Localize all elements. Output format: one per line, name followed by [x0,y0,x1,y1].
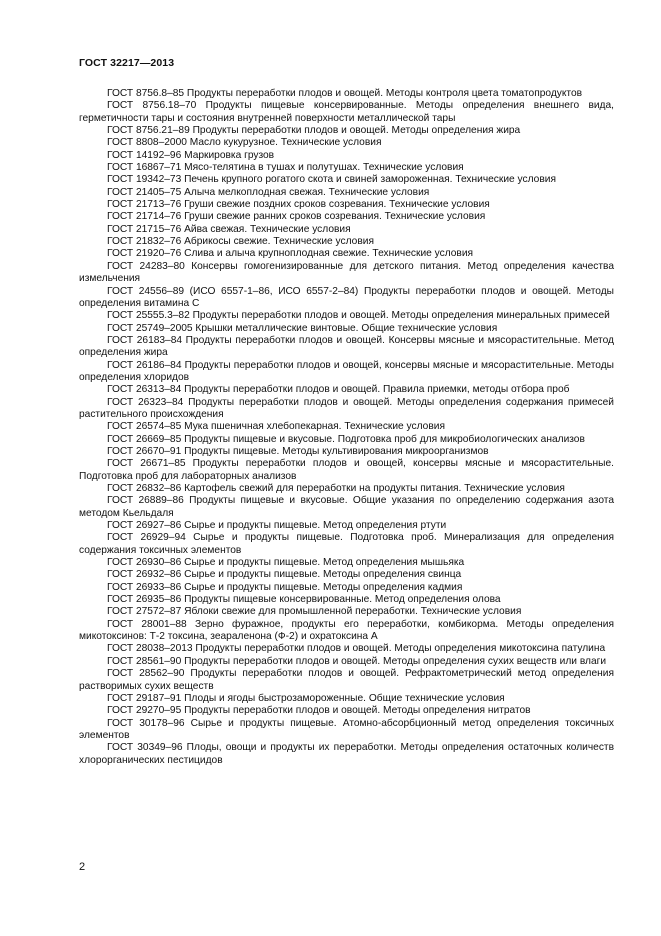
reference-item: ГОСТ 26183–84 Продукты переработки плодов и овощей. Консервы мясные и мясорастительные. Метод определения жира [79,334,614,359]
reference-item: ГОСТ 8756.18–70 Продукты пищевые консервированные. Методы определения внешнего вида, герметичности тары и состояния внутренней поверхности металлической тары [79,100,614,124]
page-number: 2 [79,861,86,873]
reference-item: ГОСТ 26832–86 Картофель свежий для переработки на продукты питания. Технические условия [107,483,565,494]
reference-item: ГОСТ 26669–85 Продукты пищевые и вкусовые. Подготовка проб для микробиологических анализов [107,433,585,445]
reference-item: ГОСТ 26927–86 Сырье и продукты пищевые. Метод определения ртути [107,520,447,532]
reference-item: ГОСТ 8756.8–85 Продукты переработки плодов и овощей. Методы контроля цвета томатопродуктов [107,88,583,99]
normative-references-list [79,88,614,767]
reference-item: ГОСТ 25749–2005 Крышки металлические винтовые. Общие технические условия [107,322,498,334]
reference-item: ГОСТ 29270–95 Продукты переработки плодов и овощей. Методы определения нитратов [107,705,531,717]
reference-item: ГОСТ 26933–86 Сырье и продукты пищевые. Методы определения кадмия [107,581,463,593]
reference-item: ГОСТ 27572–87 Яблоки свежие для промышленной переработки. Технические условия [107,606,522,618]
reference-item: ГОСТ 14192–96 Маркировка грузов [107,149,275,161]
reference-item: ГОСТ 28562–90 Продукты переработки плодов и овощей. Рефрактометрический метод определения растворимых сухих веществ [79,668,614,692]
reference-item: ГОСТ 26313–84 Продукты переработки плодов и овощей. Правила приемки, методы отбора проб [107,384,570,396]
reference-item: ГОСТ 30178–96 Сырье и продукты пищевые. Атомно-абсорбционный метод определения токсичных элементов [79,717,614,741]
reference-item: ГОСТ 28561–90 Продукты переработки плодов и овощей. Методы определения сухих веществ или влаги [107,655,607,667]
reference-item: ГОСТ 21405–75 Алыча мелкоплодная свежая. Технические условия [107,186,430,198]
reference-item: ГОСТ 30349–96 Плоды, овощи и продукты их переработки. Методы определения остаточных количеств хлорорганических пестицидов [79,742,614,766]
reference-item: ГОСТ 21832–76 Абрикосы свежие. Технические условия [107,236,374,248]
reference-item: ГОСТ 19342–73 Печень крупного рогатого скота и свиней замороженная. Технические условия [107,174,556,186]
reference-item: ГОСТ 16867–71 Мясо-телятина в тушах и полутушах. Технические условия [107,162,464,174]
reference-item: ГОСТ 28038–2013 Продукты переработки плодов и овощей. Методы определения микотоксина патулина [107,643,606,655]
reference-item: ГОСТ 21713–76 Груши свежие поздних сроков созревания. Технические условия [107,199,490,211]
reference-item: ГОСТ 29187–91 Плоды и ягоды быстрозамороженные. Общие технические условия [107,692,505,704]
reference-item: ГОСТ 24283–80 Консервы гомогенизированные для детского питания. Метод определения качества измельчения [79,260,614,285]
reference-item: ГОСТ 26929–94 Сырье и продукты пищевые. Подготовка проб. Минерализация для определения содержания токсичных элементов [79,532,614,556]
reference-item: ГОСТ 26935–86 Продукты пищевые консервированные. Метод определения олова [107,594,501,606]
reference-item: ГОСТ 25555.3–82 Продукты переработки плодов и овощей. Методы определения минеральных примесей [107,310,610,322]
reference-item: ГОСТ 26930–86 Сырье и продукты пищевые. Метод определения мышьяка [107,557,465,569]
reference-item: ГОСТ 26186–84 Продукты переработки плодов и овощей, консервы мясные и мясорастительные. Методы определения хлоридов [79,359,614,383]
reference-item: ГОСТ 26932–86 Сырье и продукты пищевые. Методы определения свинца [107,569,462,581]
standard-header: ГОСТ 32217—2013 [79,57,175,69]
reference-item: ГОСТ 26574–85 Мука пшеничная хлебопекарная. Технические условия [107,421,445,433]
reference-item: ГОСТ 21714–76 Груши свежие ранних сроков созревания. Технические условия [107,211,486,223]
reference-item: ГОСТ 26889–86 Продукты пищевые и вкусовые. Общие указания по определению содержания азота методом Кьельдаля [79,495,614,519]
reference-item: ГОСТ 26671–85 Продукты переработки плодов и овощей, консервы мясные и мясорастительные. Подготовка проб для лабораторных анализов [79,458,614,482]
reference-item: ГОСТ 8756.21–89 Продукты переработки плодов и овощей. Методы определения жира [107,125,521,137]
reference-item: ГОСТ 26323–84 Продукты переработки плодов и овощей. Методы определения содержания примесей растительного происхождения [79,396,614,420]
reference-item: ГОСТ 24556–89 (ИСО 6557-1–86, ИСО 6557-2–84) Продукты переработки плодов и овощей. Методы определения витамина С [79,285,614,309]
reference-item: ГОСТ 8808–2000 Масло кукурузное. Технические условия [107,137,382,149]
reference-item: ГОСТ 21920–76 Слива и алыча крупноплодная свежие. Технические условия [107,248,474,260]
reference-item: ГОСТ 26670–91 Продукты пищевые. Методы культивирования микроорганизмов [107,445,489,457]
reference-item: ГОСТ 28001–88 Зерно фуражное, продукты его переработки, комбикорма. Методы определения микотоксинов: Т-2 токсина, зеараленона (Ф-2) и охратоксина А [79,618,614,643]
reference-item: ГОСТ 21715–76 Айва свежая. Технические условия [107,223,351,235]
